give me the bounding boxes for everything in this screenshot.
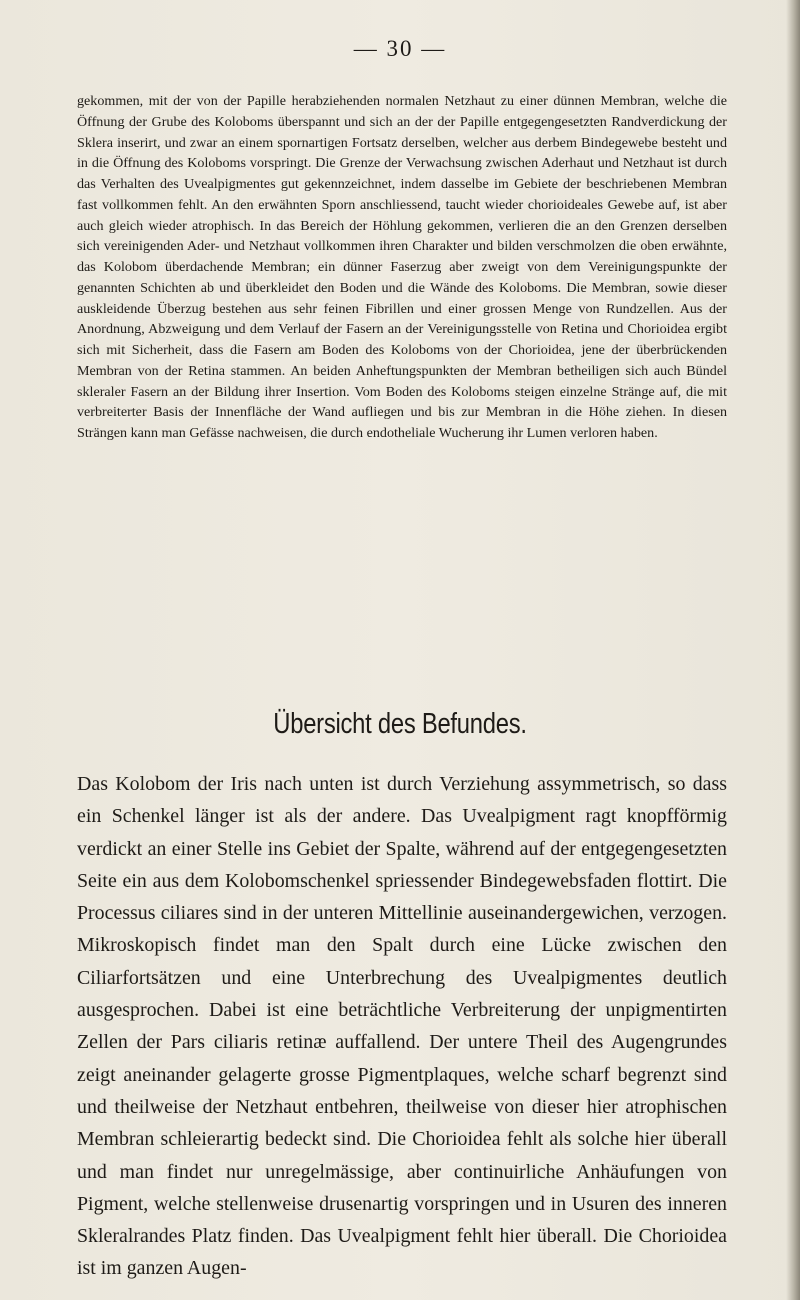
paragraph-text: Das Kolobom der Iris nach unten ist durch Verziehung assymmetrisch, so dass ein Schenkel länger ist als der andere. Das Uvealpigment ragt knopfförmig verdickt an einer Stelle ins Gebiet der Spalte, während auf der entgegengesetzten Seite ein aus dem Kolobomschenkel spriessender Bindegewebsfaden flottirt. Die Processus ciliares sind in der unteren Mittellinie auseinandergewichen, verzogen. Mikroskopisch findet man den Spalt durch eine Lücke zwischen den Ciliarfortsätzen und eine Unterbrechung des Uvealpigmentes deutlich ausgesprochen. Dabei ist eine beträchtliche Verbreiterung der unpigmentirten Zellen der Pars ciliaris retinæ auffallend. Der untere Theil des Augengrundes zeigt aneinander gelagerte grosse Pigmentplaques, welche scharf begrenzt sind und theilweise der Netzhaut entbehren, theilweise von dieser hier atrophischen Membran schleierartig bedeckt sind. Die Chorioidea fehlt als solche hier überall und man findet nur unregelmässige, aber continuirliche Anhäufungen von Pigment, welche stellenweise drusenartig vorspringen und in Usuren des inneren Skleralrandes Platz finden. Das Uvealpigment fehlt hier überall. Die Chorioidea ist im ganzen Augen- (77, 773, 727, 1280)
page-edge-shadow (786, 0, 800, 1300)
page-number: — 30 — (353, 36, 447, 61)
section-heading: Übersicht des Befundes. (273, 708, 527, 740)
body-paragraph-small (77, 91, 727, 444)
body-paragraph-large (77, 768, 727, 1285)
paragraph-text: gekommen, mit der von der Papille herabziehenden normalen Netzhaut zu einer dünnen Membran, welche die Öffnung der Grube des Koloboms überspannt und sich an der der Papille entgegengesetzten Randverdickung der Sklera inserirt, und zwar an einem spornartigen Fortsatz derselben, welcher aus derbem Bindegewebe besteht und in die Öffnung des Koloboms vorspringt. Die Grenze der Verwachsung zwischen Aderhaut und Netzhaut ist durch das Verhalten des Uvealpigmentes gut gekennzeichnet, indem dasselbe im Gebiete der beschriebenen Membran fast vollkommen fehlt. An den erwähnten Sporn anschliessend, taucht wieder chorioideales Gewebe auf, ist aber auch gleich wieder atrophisch. In das Bereich der Höhlung gekommen, verlieren die an den Grenzen derselben sich vereinigenden Ader- und Netzhaut vollkommen ihren Charakter und bilden verschmolzen die oben erwähnte, das Kolobom überdachende Membran; ein dünner Faserzug aber zweigt von dem Vereinigungspunkte der genannten Schichten ab und überkleidet den Boden und die Wände des Koloboms. Die Membran, sowie dieser auskleidende Überzug bestehen aus sehr feinen Fibrillen und einer grossen Menge von Rundzellen. Aus der Anordnung, Abzweigung und dem Verlauf der Fasern an der Vereinigungsstelle von Retina und Chorioidea ergibt sich mit Sicherheit, dass die Fasern am Boden des Koloboms von der Chorioidea, jene der überbrückenden Membran von der Retina stammen. An beiden Anheftungspunkten der Membran betheiligen sich auch Bündel skleraler Fasern an der Bildung ihrer Insertion. Vom Boden des Koloboms steigen einzelne Stränge auf, die mit verbreiterter Basis der Innenfläche der Wand aufliegen und bis zur Membran in die Höhe ziehen. In diesen Strängen kann man Gefässe nachweisen, die durch endotheliale Wucherung ihr Lumen verloren haben. (77, 93, 727, 441)
